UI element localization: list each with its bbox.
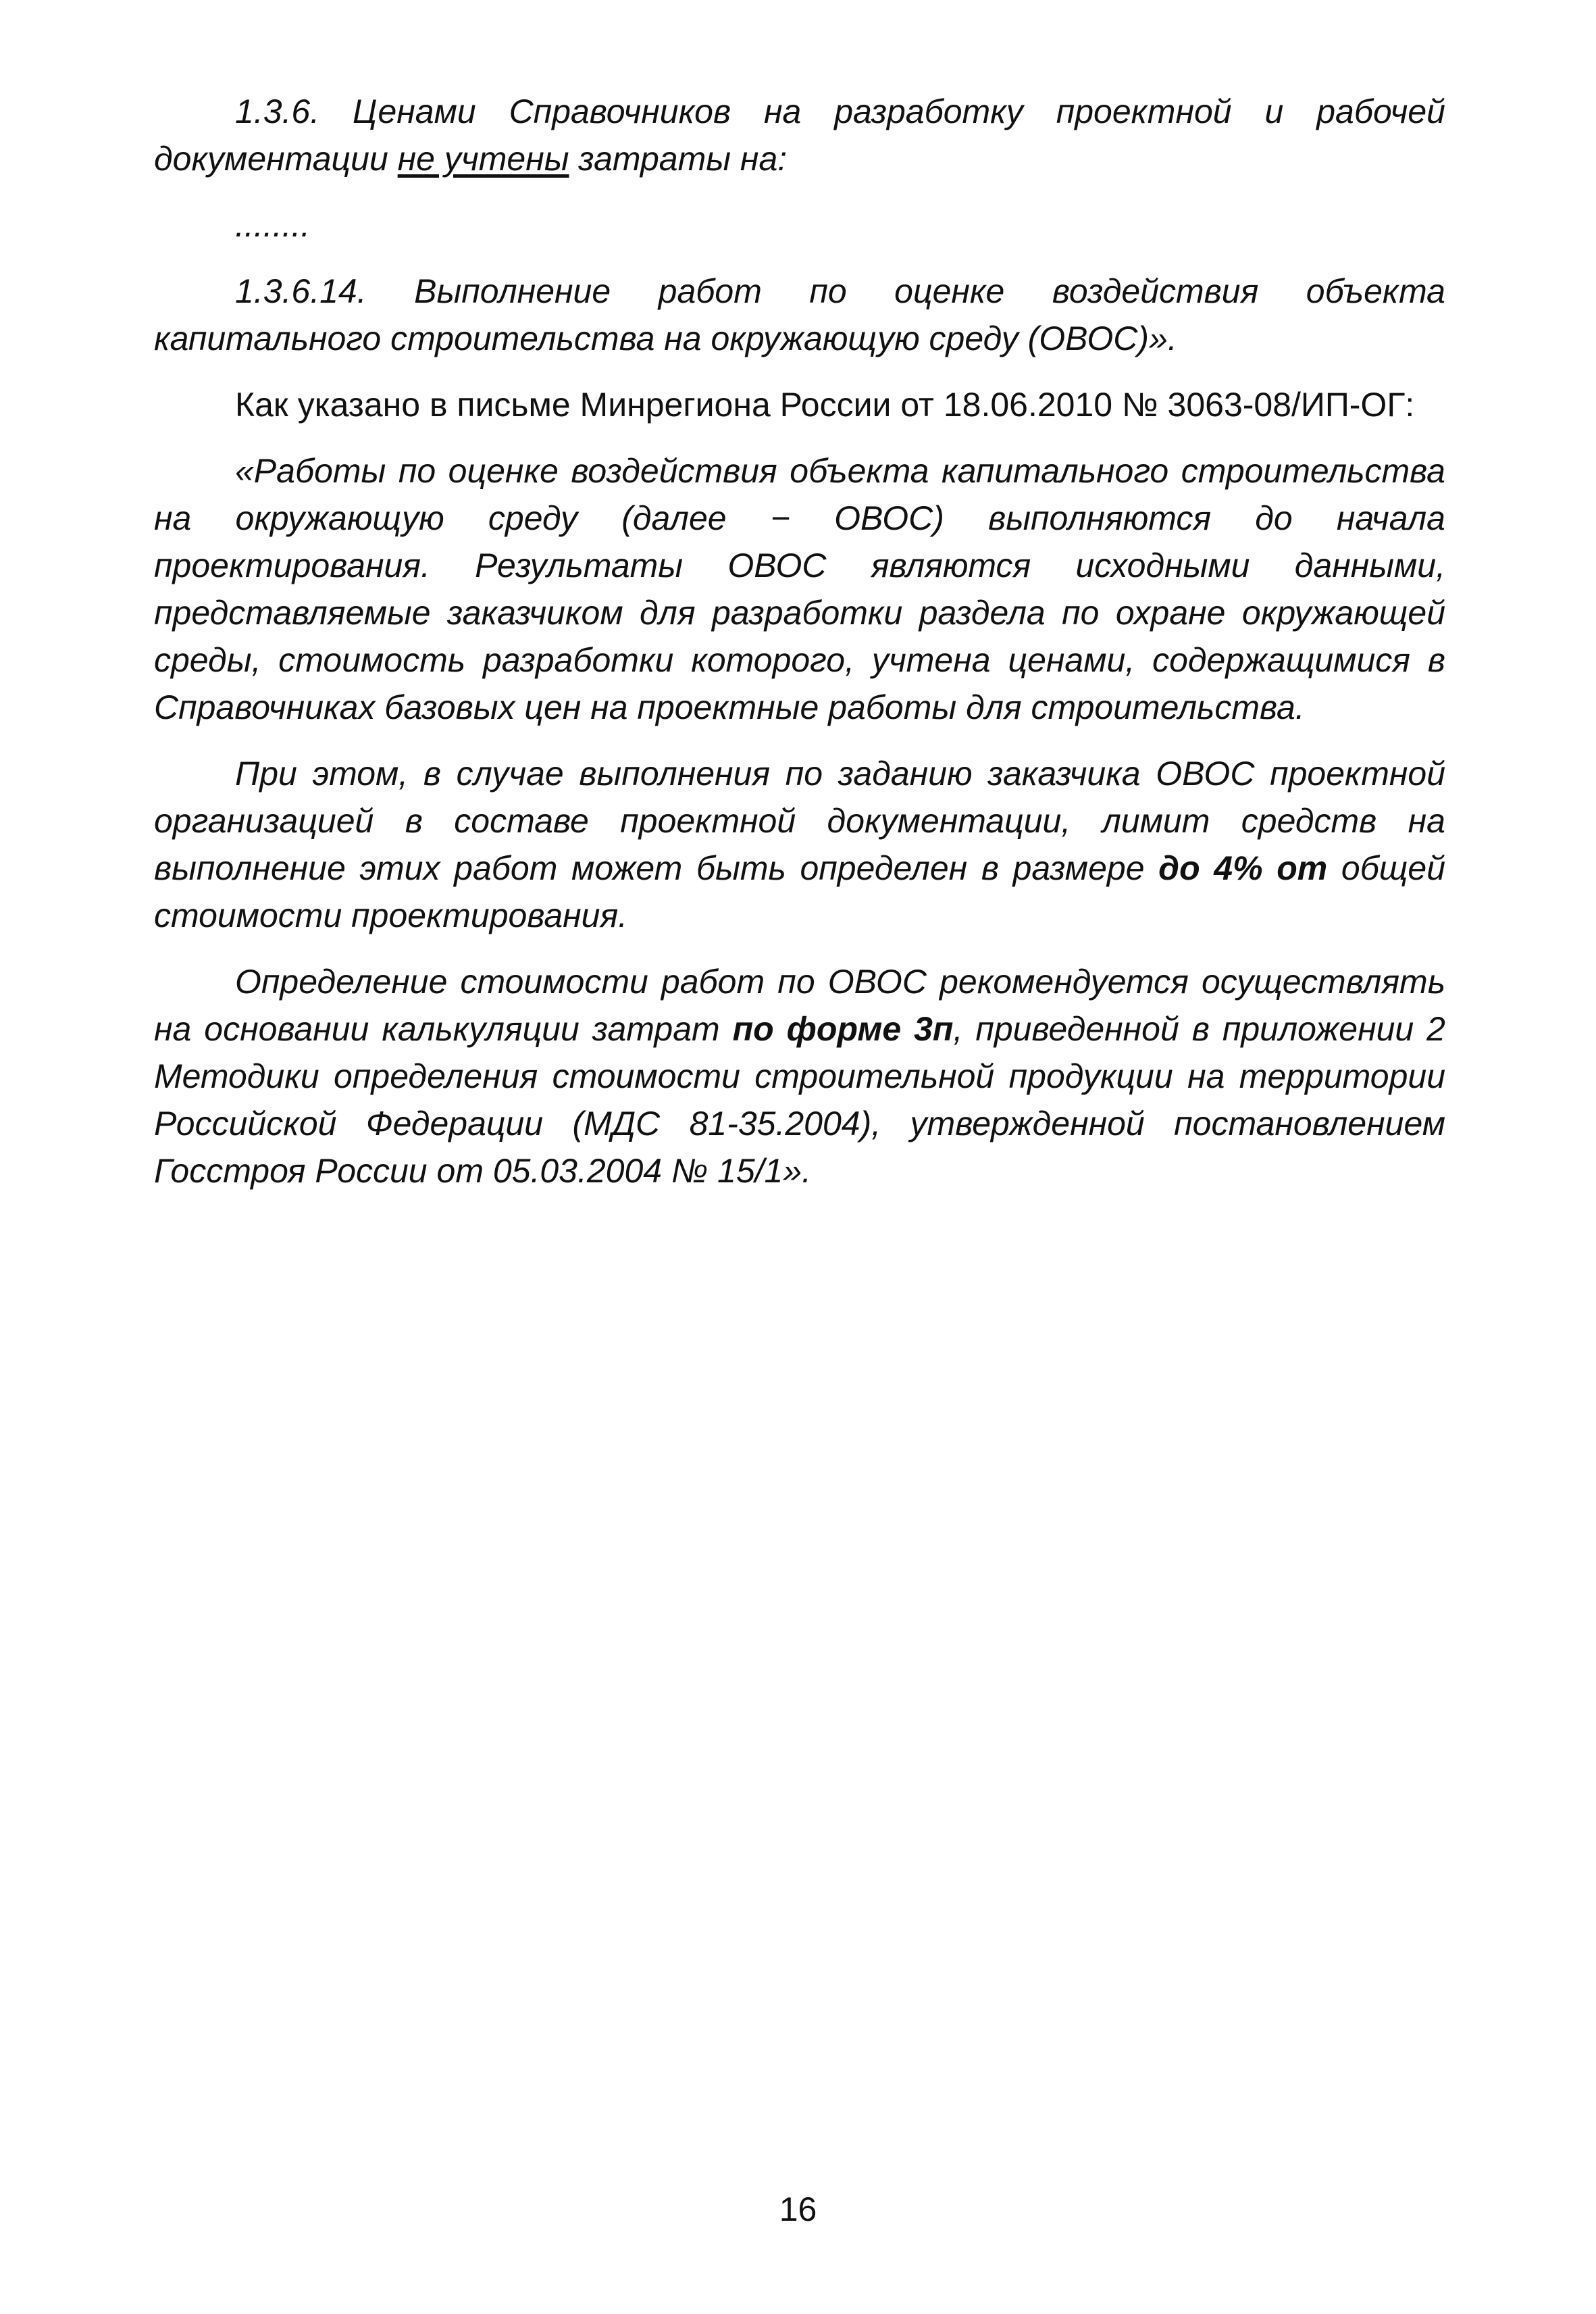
document-page	[154, 88, 1445, 1213]
limit-percent-bold: до 4% от	[1158, 849, 1328, 887]
form-3p-bold: по форме 3п	[732, 1010, 954, 1048]
paragraph-cost-method	[154, 958, 1445, 1194]
paragraph-1-3-6	[154, 88, 1445, 182]
paragraph-limit-text: При этом, в случае выполнения по заданию заказчика ОВОС проектной организацией в составе проектной документации, лимит средств на выполнение этих работ может быть определен в размере	[154, 755, 1445, 887]
paragraph-letter-reference: Как указано в письме Минрегиона России от 18.06.2010 № 3063-08/ИП-ОГ:	[235, 386, 1415, 424]
paragraph-limit-tail: общей стоимости проектирования.	[154, 849, 1446, 934]
omission-ellipsis: ........	[235, 206, 311, 244]
paragraph-cost-method-text: Определение стоимости работ по ОВОС рекомендуется осуществлять на основании калькуляции затрат	[154, 963, 1445, 1048]
paragraph-1-3-6-tail: затраты на:	[569, 140, 788, 178]
paragraph-limit	[154, 750, 1445, 939]
page-number: 16	[779, 2190, 817, 2228]
paragraph-quote-ovos: «Работы по оценке воздействия объекта капитального строительства на окружающую среду (далее − ОВОС) выполняются до начала проектирования. Результаты ОВОС являются исходными данными, представляемые заказчиком для разработки раздела по охране окружающей среды, стоимость разработки которого, учтена ценами, содержащимися в Справочниках базовых цен на проектные работы для строительства.	[154, 452, 1445, 726]
paragraph-1-3-6-text: 1.3.6. Ценами Справочников на разработку проектной и рабочей документации	[154, 93, 1445, 178]
paragraph-cost-method-tail: , приведенной в приложении 2 Методики определения стоимости строительной продукции на территории Российской Федерации (МДС 81-35.2004), утвержденной постановлением Госстроя России от 05.03.2004 № 15/1».	[154, 1010, 1445, 1190]
not-included-underlined: не учтены	[397, 140, 569, 178]
paragraph-1-3-6-14: 1.3.6.14. Выполнение работ по оценке воздействия объекта капитального строительства на окружающую среду (ОВОС)».	[154, 272, 1445, 357]
